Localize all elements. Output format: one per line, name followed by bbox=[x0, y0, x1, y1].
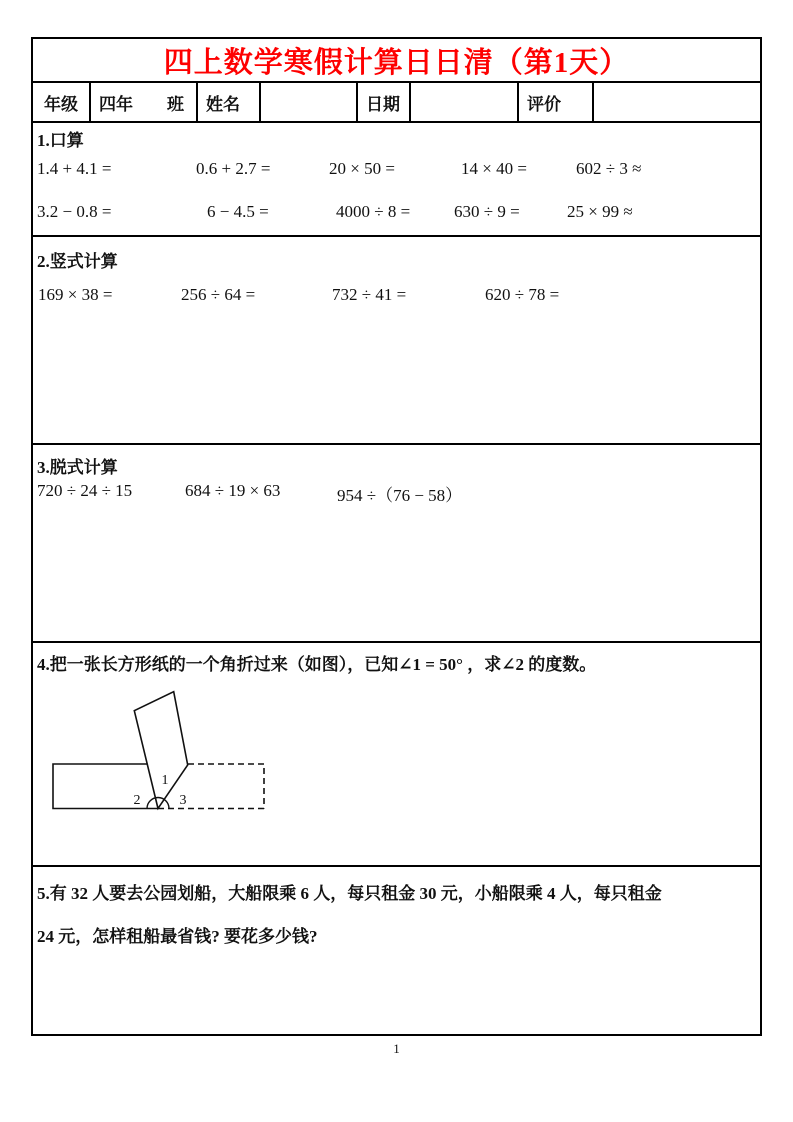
oral-problem: 630 ÷ 9 = bbox=[454, 202, 520, 221]
info-header-row bbox=[33, 83, 760, 123]
section-angle-problem bbox=[33, 643, 760, 867]
rectangle-left-part bbox=[53, 764, 158, 809]
angle-label-1: 1 bbox=[161, 773, 169, 788]
section-stepwise-calculation bbox=[33, 445, 760, 643]
section-oral-calculation bbox=[33, 123, 760, 237]
eval-input-cell[interactable] bbox=[594, 83, 760, 121]
oral-problem: 25 × 99 ≈ bbox=[567, 202, 633, 221]
boat-problem-line2: 24 元，怎样租船最省钱? 要花多少钱? bbox=[37, 927, 318, 946]
eval-label: 评价 bbox=[519, 83, 594, 121]
name-label: 姓名 bbox=[198, 83, 261, 121]
oral-problem: 20 × 50 = bbox=[329, 159, 395, 178]
angle-problem-text: 4.把一张长方形纸的一个角折过来（如图），已知∠1 = 50° ，求∠2 的度数。 bbox=[37, 655, 597, 674]
stepwise-problem: 684 ÷ 19 × 63 bbox=[185, 481, 281, 500]
title-row bbox=[33, 39, 760, 83]
folded-corner-flap bbox=[134, 692, 187, 809]
grade-label: 年级 bbox=[33, 83, 91, 121]
oral-problem: 4000 ÷ 8 = bbox=[336, 202, 411, 221]
angle-label-3: 3 bbox=[179, 793, 187, 808]
rectangle-dashed-outline bbox=[188, 764, 264, 809]
oral-problem: 0.6 + 2.7 = bbox=[196, 159, 271, 178]
vertical-problem: 256 ÷ 64 = bbox=[181, 285, 256, 304]
oral-problem: 6 − 4.5 = bbox=[207, 202, 269, 221]
oral-problem: 3.2 − 0.8 = bbox=[37, 202, 112, 221]
date-input-cell[interactable] bbox=[411, 83, 519, 121]
oral-problem: 1.4 + 4.1 = bbox=[37, 159, 112, 178]
section1-title: 1.口算 bbox=[37, 131, 84, 150]
grade-class-cell: 四年 班 bbox=[91, 83, 198, 121]
oral-problem: 14 × 40 = bbox=[461, 159, 527, 178]
section2-title: 2.竖式计算 bbox=[37, 252, 118, 271]
vertical-problem: 732 ÷ 41 = bbox=[332, 285, 407, 304]
page-title: 四上数学寒假计算日日清（第1天） bbox=[163, 46, 630, 79]
name-input-cell[interactable] bbox=[261, 83, 358, 121]
vertical-problem: 620 ÷ 78 = bbox=[485, 285, 560, 304]
oral-problem: 602 ÷ 3 ≈ bbox=[576, 159, 642, 178]
vertical-problem: 169 × 38 = bbox=[38, 285, 113, 304]
section-boat-problem bbox=[33, 867, 760, 1034]
section3-title: 3.脱式计算 bbox=[37, 458, 118, 477]
stepwise-problem: 720 ÷ 24 ÷ 15 bbox=[37, 481, 133, 500]
section-vertical-calculation bbox=[33, 237, 760, 445]
fold-figure bbox=[47, 687, 275, 821]
page-number: 1 bbox=[393, 1041, 400, 1056]
angle-label-2: 2 bbox=[133, 793, 141, 808]
date-label: 日期 bbox=[358, 83, 411, 121]
boat-problem-line1: 5.有 32 人要去公园划船，大船限乘 6 人，每只租金 30 元，小船限乘 4 人，每只租金 bbox=[37, 884, 662, 903]
stepwise-problem: 954 ÷（76 − 58） bbox=[337, 486, 463, 505]
worksheet-table bbox=[31, 37, 762, 1036]
